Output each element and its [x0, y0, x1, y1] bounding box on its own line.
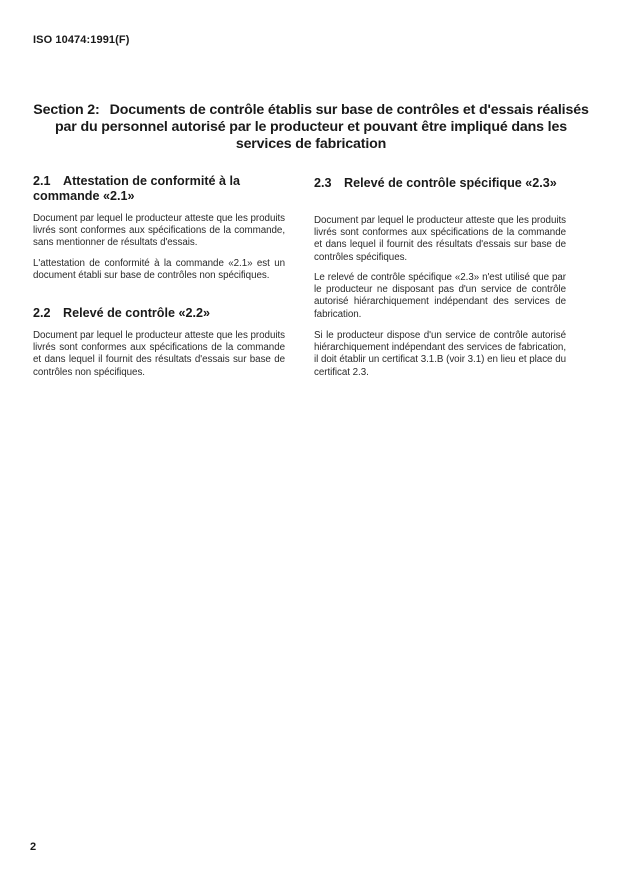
subsection-number: 2.2	[33, 306, 51, 320]
paragraph: Document par lequel le producteur atteste que les produits livrés sont conformes aux spécifications de la commande et dans lequel il fournit des résultats d'essais sur base de contrôles spécifiques.	[314, 215, 566, 263]
subsection-2-2-heading	[33, 306, 285, 321]
paragraph: Le relevé de contrôle spécifique «2.3» n'est utilisé que par le producteur ne disposant pas d'un service de contrôle autorisé hiérarchiquement indépendant des services de fabrication.	[314, 272, 566, 320]
paragraph: L'attestation de conformité à la commande «2.1» est un document établi sur base de contrôles non spécifiques.	[33, 258, 285, 282]
subsection-2-2	[33, 306, 285, 321]
subsection-2-1-heading	[33, 174, 285, 204]
subsection-2-3-heading	[314, 176, 566, 191]
subsection-title: Relevé de contrôle «2.2»	[63, 306, 210, 320]
section-number: Section 2:	[33, 102, 100, 118]
subsection-title: Relevé de contrôle spécifique «2.3»	[344, 176, 557, 190]
subsection-2-3	[314, 176, 566, 191]
paragraph-2-2-a	[33, 330, 285, 379]
subsection-2-1	[33, 174, 285, 204]
section-title-text: Documents de contrôle établis sur base de contrôles et d'essais réalisés par du personnel autorisé par le producteur et pouvant être impliqué dans les services de fabrication	[55, 102, 589, 152]
subsection-number: 2.3	[314, 176, 332, 190]
paragraph-2-1-a	[33, 213, 285, 250]
subsection-title: Attestation de conformité à la commande «2.1»	[33, 174, 241, 203]
page-number: 2	[30, 841, 37, 853]
section-title	[28, 102, 594, 153]
paragraph-2-3-a	[314, 215, 566, 264]
paragraph-2-3-b	[314, 272, 566, 321]
standard-reference: ISO 10474:1991(F)	[33, 34, 130, 46]
subsection-number: 2.1	[33, 174, 51, 188]
paragraph-2-1-b	[33, 258, 285, 282]
paragraph: Si le producteur dispose d'un service de contrôle autorisé hiérarchiquement indépendant des services de fabrication, il doit établir un certificat 3.1.B (voir 3.1) en lieu et place du certificat 2.3.	[314, 330, 566, 378]
paragraph: Document par lequel le producteur atteste que les produits livrés sont conformes aux spécifications de la commande, sans mentionner de résultats d'essais.	[33, 213, 285, 249]
paragraph: Document par lequel le producteur atteste que les produits livrés sont conformes aux spécifications de la commande et dans lequel il fournit des résultats d'essais sur base de contrôles non spécifiques.	[33, 330, 285, 378]
paragraph-2-3-c	[314, 330, 566, 379]
